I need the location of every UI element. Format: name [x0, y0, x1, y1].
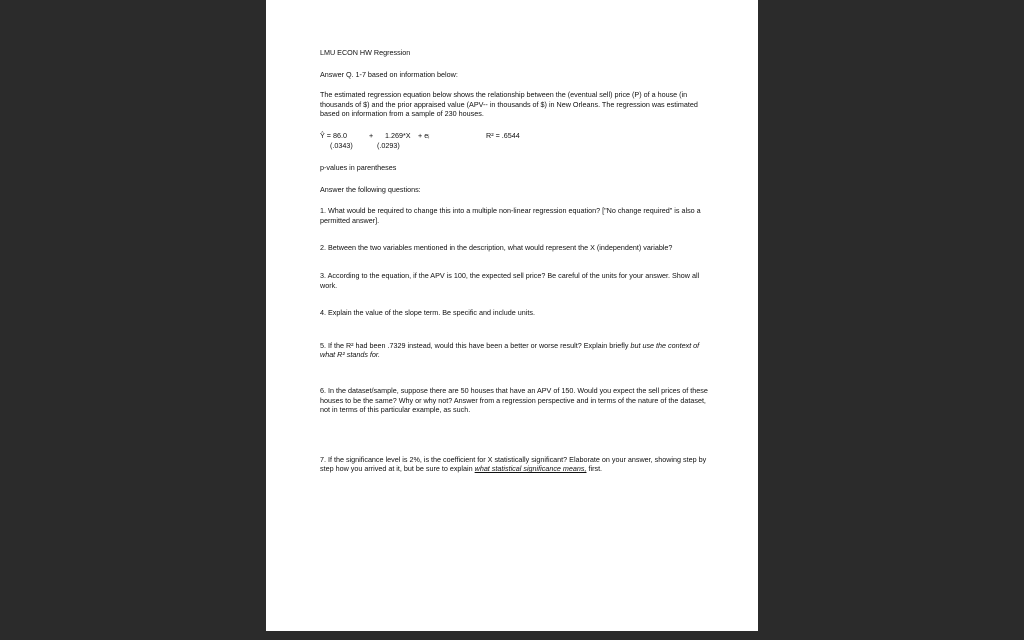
questions-prompt: Answer the following questions: — [320, 184, 421, 194]
equation-slope-term: 1.269*X — [385, 130, 411, 140]
intercept-pvalue: (.0343) — [330, 140, 353, 150]
question-7-underlined: what statistical significance means, — [474, 464, 587, 474]
pvalues-note: p-values in parentheses — [320, 162, 397, 172]
question-2: 2. Between the two variables mentioned in the description, what would represent the X (independent) variable? — [320, 243, 673, 253]
document-title: LMU ECON HW Regression — [320, 48, 411, 57]
question-6: 6. In the dataset/sample, suppose there are 50 houses that have an APV of 150. Would you expect the sell prices of these houses to be the same? Why or why not? Answer from a regression perspective and in terms of the nature of the dataset, not in terms of this particular example, as such. — [320, 385, 708, 415]
equation-plus: + — [369, 130, 374, 140]
question-5-italic: but use the context of what R² stands for. — [320, 340, 700, 360]
equation-r-squared: R² = .6544 — [486, 130, 520, 140]
equation-error-term: + eᵢ — [418, 130, 430, 140]
slope-pvalue: (.0293) — [377, 140, 400, 150]
regression-equation — [320, 131, 716, 141]
question-5-text: 5. If the R² had been .7329 instead, would this have been a better or worse result? Explain briefly — [320, 340, 629, 350]
description-paragraph: The estimated regression equation below shows the relationship between the (eventual sell) price (P) of a house (in thousands of $) and the prior appraised value (APV-- in thousands of $) in New Orleans. The regression was estimated based on information from a sample of 230 houses. — [320, 90, 698, 119]
intro-text: Answer Q. 1-7 based on information below: — [320, 69, 458, 79]
question-4: 4. Explain the value of the slope term. Be specific and include units. — [320, 308, 535, 318]
equation-lhs: Ŷ = 86.0 — [320, 130, 347, 140]
question-3: 3. According to the equation, if the APV is 100, the expected sell price? Be careful of the units for your answer. Show all work. — [320, 270, 700, 290]
equation-standard-errors — [320, 141, 716, 151]
question-7-text: 7. If the significance level is 2%, is the coefficient for X statistically significant? Elaborate on your answer, showing step by step how you arrived at it, but be sure to explain — [320, 454, 707, 474]
question-7 — [320, 455, 716, 474]
question-1: 1. What would be required to change this into a multiple non-linear regression equation? ["No change required" is also a permitted answer]. — [320, 206, 701, 225]
document-page — [266, 0, 758, 631]
document-content — [320, 48, 716, 474]
question-7-end: first. — [588, 464, 603, 474]
question-5 — [320, 341, 716, 360]
